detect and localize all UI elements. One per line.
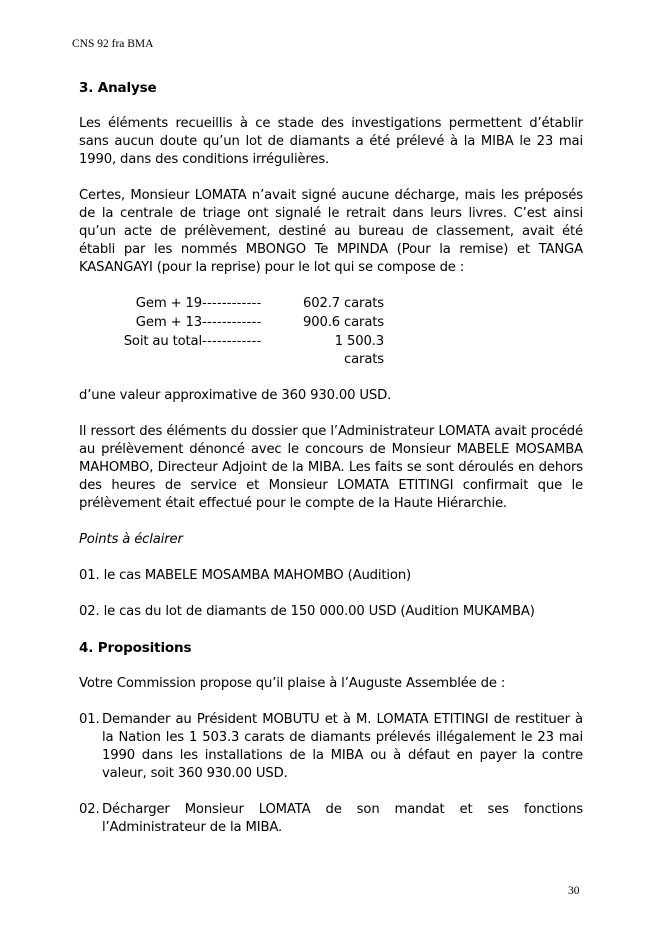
gem-dash: ------------ [202,334,262,349]
document-body [79,79,583,855]
gem-dash: ------------ [202,296,262,311]
page-number: 30 [568,885,580,897]
section-3-title: 3. Analyse [79,80,157,96]
gem-row [115,314,384,333]
analysis-paragraph-1: Les éléments recueillis à ce stade des investigations permettent d’établir sans aucun doute qu’un lot de diamants a été prélevé à la MIBA le 23 mai 1990, dans des conditions irrégulières. [79,116,583,167]
analysis-paragraph-3: d’une valeur approximative de 360 930.00 USD. [79,388,392,403]
points-title: Points à éclairer [79,532,183,547]
gem-total-row [115,333,384,369]
proposition-text: Demander au Président MOBUTU et à M. LOMATA ETITINGI de restituer à la Nation les 1 503.3 carats de diamants prélevés illégalement le 23 mai 1990 dans les installations de la MIBA ou à défaut en payer la contre valeur, soit 360 930.00 USD. [102,712,583,781]
gem-value: 900.6 carats [302,315,384,330]
gem-row [115,295,384,314]
propositions-intro: Votre Commission propose qu’il plaise à l’Auguste Assemblée de : [79,676,506,691]
gem-value: 1 500.3 carats [334,334,384,367]
gem-label: Gem + 13 [135,315,202,330]
gem-label: Soit au total [123,334,202,349]
proposition-number: 02. [79,802,100,817]
gem-dash: ------------ [202,315,262,330]
gem-lot-table [115,295,384,369]
point-item-2: 02. le cas du lot de diamants de 150 000.00 USD (Audition MUKAMBA) [79,604,535,619]
gem-label: Gem + 19 [135,296,202,311]
analysis-paragraph-4: Il ressort des éléments du dossier que l’Administrateur LOMATA avait procédé au prélèvement dénoncé avec le concours de Monsieur MABELE MOSAMBA MAHOMBO, Directeur Adjoint de la MIBA. Les faits se sont déroulés en dehors des heures de service et Monsieur LOMATA ETITINGI confirmait que le prélèvement était effectué pour le compte de la Haute Hiérarchie. [79,424,583,511]
point-item-1: 01. le cas MABELE MOSAMBA MAHOMBO (Audition) [79,568,412,583]
proposition-item-2 [79,801,583,837]
gem-value: 602.7 carats [302,296,384,311]
proposition-item-1 [79,711,583,783]
proposition-number: 01. [79,712,100,727]
proposition-text: Décharger Monsieur LOMATA de son mandat et ses fonctions l’Administrateur de la MIBA. [102,802,583,835]
page-header: CNS 92 fra BMA [72,38,154,50]
analysis-paragraph-2: Certes, Monsieur LOMATA n’avait signé aucune décharge, mais les préposés de la centrale de triage ont signalé le retrait dans leurs livres. C’est ainsi qu’un acte de prélèvement, destiné au bureau de classement, avait été établi par les nommés MBONGO Te MPINDA (Pour la remise) et TANGA KASANGAYI (pour la reprise) pour le lot qui se compose de : [79,188,583,275]
section-4-title: 4. Propositions [79,640,192,656]
